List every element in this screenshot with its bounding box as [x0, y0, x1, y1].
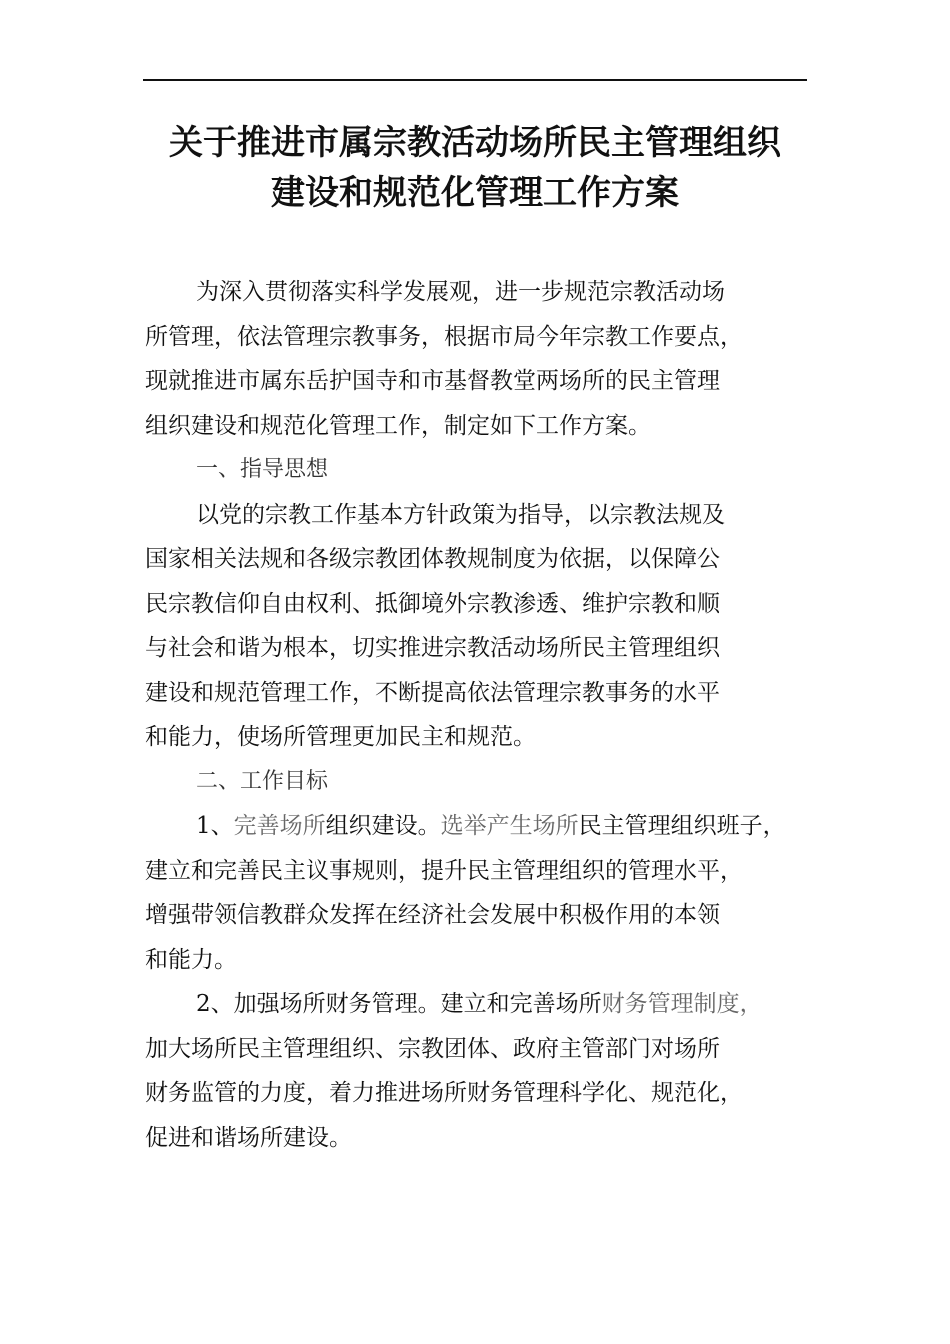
section1-line-4: 与社会和谐为根本，切实推进宗教活动场所民主管理组织 — [145, 635, 720, 661]
intro-line-4: 组织建设和规范化管理工作，制定如下工作方案。 — [145, 412, 651, 439]
item1-line-4: 和能力。 — [145, 946, 237, 973]
intro-line-3: 现就推进市属东岳护国寺和市基督教堂两场所的民主管理 — [145, 368, 720, 394]
item1-part-d: 民主管理组织班子， — [578, 813, 786, 839]
item2-part-b: 。建立和完善场所 — [417, 991, 602, 1017]
section1-line-5: 建设和规范管理工作，不断提高依法管理宗教事务的水平 — [145, 679, 720, 706]
section1-line-3: 民宗教信仰自由权利、抵御境外宗教渗透、维护宗教和顺 — [145, 590, 720, 617]
item2-number: 2、 — [196, 991, 234, 1017]
item2-line-4: 促进和谐场所建设。 — [145, 1124, 352, 1151]
section1-line-6: 和能力，使场所管理更加民主和规范。 — [145, 724, 536, 750]
title-line-1: 关于推进市属宗教活动场所民主管理组织 — [169, 123, 781, 163]
item1-part-b: 组织建设。 — [325, 813, 441, 839]
document-body — [145, 270, 815, 1160]
section-heading-work-goals: 二、工作目标 — [196, 768, 329, 794]
item1-line-2: 建立和完善民主议事规则，提升民主管理组织的管理水平， — [145, 857, 743, 884]
item1-part-a: 完善场所 — [233, 813, 326, 839]
top-rule — [143, 79, 807, 81]
item2-line-3: 财务监管的力度，着力推进场所财务管理科学化、规范化， — [145, 1080, 743, 1106]
item1-line-1 — [145, 804, 815, 849]
section1-line-2: 国家相关法规和各级宗教团体教规制度为依据，以保障公 — [145, 546, 720, 572]
item1-number: 1、 — [196, 813, 234, 839]
item2-part-c: 财务管理制度， — [601, 991, 763, 1017]
intro-line-2: 所管理，依法管理宗教事务，根据市局今年宗教工作要点， — [145, 323, 743, 350]
item2-part-a: 加强场所财务管理 — [233, 991, 418, 1017]
intro-line-1: 为深入贯彻落实科学发展观，进一步规范宗教活动场 — [196, 279, 725, 305]
section-heading-guiding-thought: 一、指导思想 — [196, 457, 329, 482]
document-title — [143, 118, 807, 218]
item1-part-c: 选举产生场所 — [440, 813, 579, 839]
item1-line-3: 增强带领信教群众发挥在经济社会发展中积极作用的本领 — [145, 902, 720, 928]
section1-line-1: 以党的宗教工作基本方针政策为指导，以宗教法规及 — [196, 501, 725, 528]
title-line-2: 建设和规范化管理工作方案 — [271, 173, 679, 213]
item2-line-1 — [145, 982, 815, 1027]
item2-line-2: 加大场所民主管理组织、宗教团体、政府主管部门对场所 — [145, 1035, 720, 1062]
